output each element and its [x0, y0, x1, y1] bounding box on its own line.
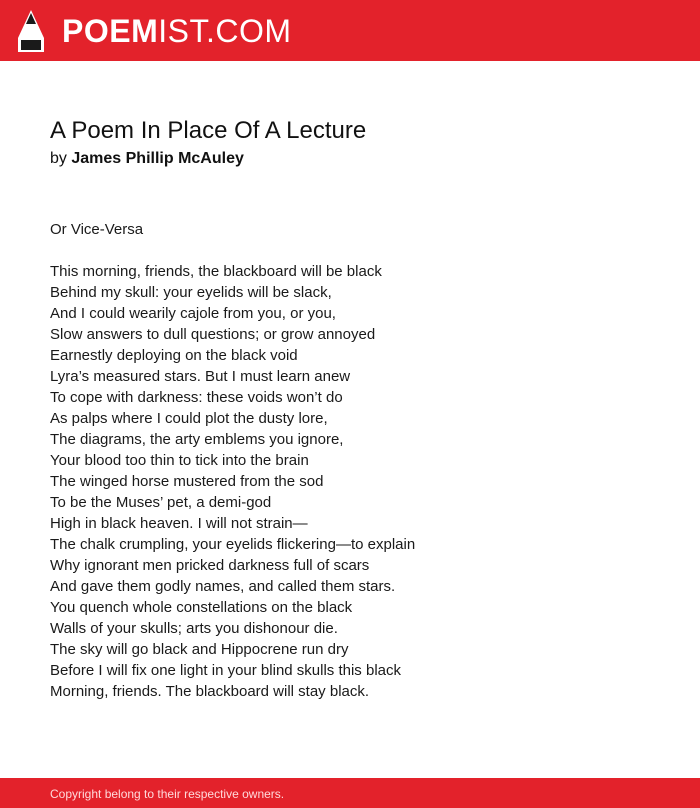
- site-header: [0, 0, 700, 61]
- copyright-notice: Copyright belong to their respective owners.: [50, 787, 285, 801]
- poem-line: As palps where I could plot the dusty lore,: [50, 410, 328, 427]
- poem-body: [50, 219, 415, 702]
- poem-line: This morning, friends, the blackboard will be black: [50, 263, 382, 280]
- poem-line: Earnestly deploying on the black void: [50, 347, 298, 364]
- poem-line: Before I will fix one light in your blind skulls this black: [50, 662, 401, 679]
- poem-line: High in black heaven. I will not strain—: [50, 515, 308, 532]
- site-logo[interactable]: [62, 12, 292, 50]
- poem-line: Or Vice-Versa: [50, 221, 144, 238]
- poem-line: Walls of your skulls; arts you dishonour die.: [50, 620, 338, 637]
- poem-line: And I could wearily cajole from you, or you,: [50, 305, 336, 322]
- logo-text-bold: POEM: [62, 13, 159, 49]
- poem-line: The diagrams, the arty emblems you ignore,: [50, 431, 344, 448]
- author-name: James Phillip McAuley: [71, 150, 244, 167]
- byline-prefix: by: [50, 150, 67, 167]
- poem-line: Morning, friends. The blackboard will stay black.: [50, 683, 370, 700]
- poem-title: A Poem In Place Of A Lecture: [50, 117, 367, 144]
- poem-line: The winged horse mustered from the sod: [50, 473, 324, 490]
- poem-line: The chalk crumpling, your eyelids flickering—to explain: [50, 536, 416, 553]
- poem-line: To cope with darkness: these voids won’t do: [50, 389, 343, 406]
- poem-line: The sky will go black and Hippocrene run dry: [50, 641, 349, 658]
- poem-line: Your blood too thin to tick into the brain: [50, 452, 309, 469]
- stanza-break: [50, 240, 415, 261]
- poem-line: You quench whole constellations on the black: [50, 599, 353, 616]
- poem-line: Lyra’s measured stars. But I must learn anew: [50, 368, 351, 385]
- poem-line: Why ignorant men pricked darkness full of scars: [50, 557, 370, 574]
- byline: [50, 149, 244, 169]
- poem-line: To be the Muses’ pet, a demi-god: [50, 494, 272, 511]
- pencil-tip-icon[interactable]: [18, 10, 44, 52]
- poem-line: And gave them godly names, and called them stars.: [50, 578, 396, 595]
- logo-text-light: IST.COM: [158, 13, 292, 49]
- poem-line: Slow answers to dull questions; or grow annoyed: [50, 326, 376, 343]
- site-footer: [0, 778, 700, 808]
- poem-line: Behind my skull: your eyelids will be slack,: [50, 284, 332, 301]
